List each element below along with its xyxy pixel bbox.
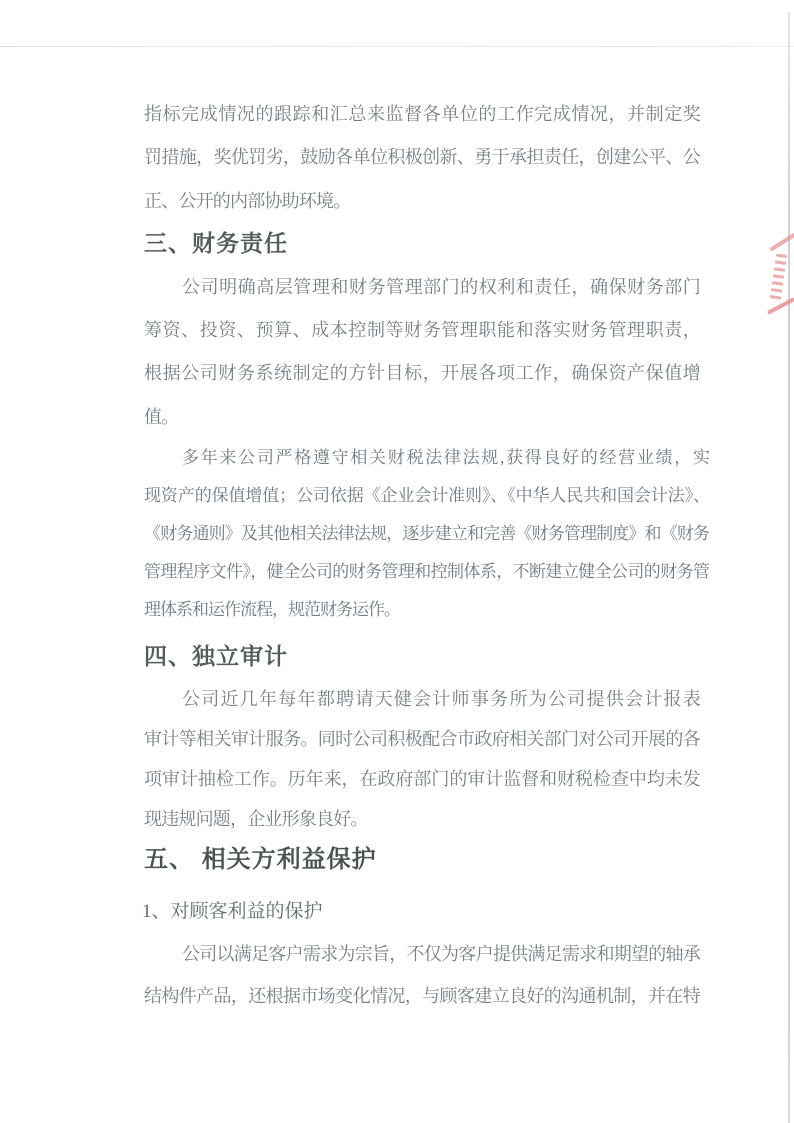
text-line: 理体系和运作流程，规范财务运作。 — [144, 600, 400, 619]
page-edge-vertical-line — [788, 12, 790, 1123]
text-line: 值。 — [144, 407, 179, 427]
scan-artifact-horizontal-line — [0, 46, 794, 47]
text-line: 公司明确高层管理和财务管理部门的权利和责任，确保财务部门 — [182, 277, 700, 297]
section-heading-stakeholder-protection: 五、 相关方利益保护 — [144, 846, 377, 873]
subheading-customer-interest: 1、对顾客利益的保护 — [142, 901, 323, 922]
text-line: 筹资、投资、预算、成本控制等财务管理职能和落实财务管理职责， — [144, 320, 700, 340]
text-line: 现违规问题，企业形象良好。 — [144, 809, 368, 829]
stamp-stroke-top — [769, 232, 794, 251]
text-line: 现资产的保值增值；公司依据《企业会计准则》、《中华人民共和国会计法》、 — [144, 486, 709, 505]
text-line: 项审计抽检工作。历年来，在政府部门的审计监督和财税检查中均未发 — [144, 769, 700, 789]
text-line: 根据公司财务系统制定的方针目标，开展各项工作，确保资产保值增 — [144, 363, 700, 383]
section-heading-independent-audit: 四、独立审计 — [144, 643, 288, 669]
text-line: 多年来公司严格遵守相关财税法律法规,获得良好的经营业绩，实 — [182, 448, 709, 467]
text-line: 审计等相关审计服务。同时公司积极配合市政府相关部门对公司开展的各 — [144, 729, 700, 749]
text-line: 结构件产品，还根据市场变化情况，与顾客建立良好的沟通机制，并在特 — [144, 986, 700, 1006]
stamp-text-blur — [770, 253, 787, 300]
section-heading-finance-responsibility: 三、财务责任 — [144, 230, 288, 256]
text-line: 正、公开的内部协助环境。 — [144, 191, 351, 211]
text-line: 公司以满足客户需求为宗旨，不仅为客户提供满足需求和期望的轴承 — [182, 944, 700, 964]
text-line: 《财务通则》及其他相关法律法规，逐步建立和完善《财务管理制度》和《财务 — [144, 524, 709, 543]
text-line: 管理程序文件》，健全公司的财务管理和控制体系，不断建立健全公司的财务管 — [144, 562, 709, 581]
text-line: 罚措施，奖优罚劣，鼓励各单位积极创新、勇于承担责任，创建公平、公 — [144, 147, 700, 167]
text-line: 指标完成情况的跟踪和汇总来监督各单位的工作完成情况，并制定奖 — [144, 104, 700, 124]
text-line: 公司近几年每年都聘请天健会计师事务所为公司提供会计报表 — [182, 689, 700, 709]
red-stamp-fragment — [766, 232, 790, 322]
